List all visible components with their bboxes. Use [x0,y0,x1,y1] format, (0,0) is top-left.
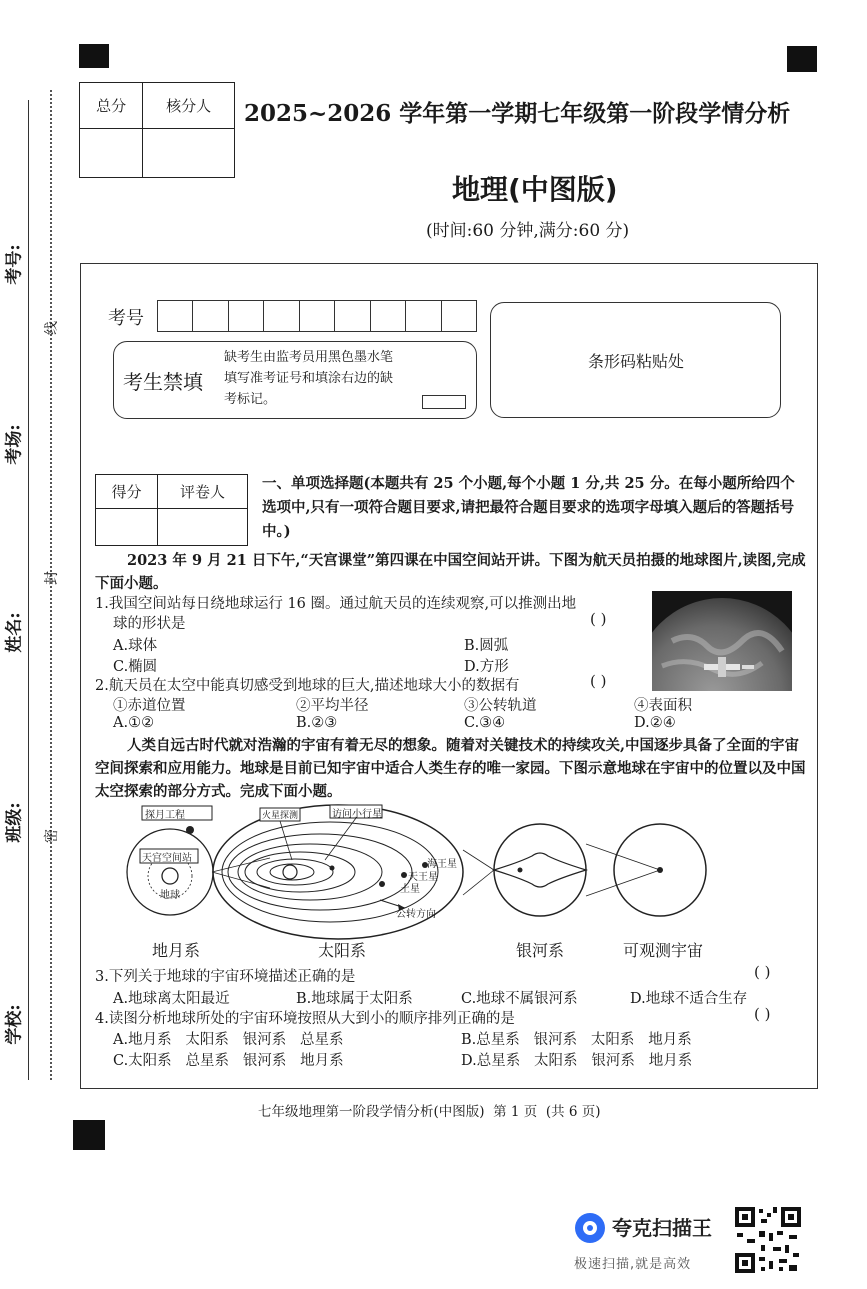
intro-2: 人类自远古时代就对浩瀚的宇宙有着无尽的想象。随着对关键技术的持续攻关,中国逐步具备了全面的宇宙空间探索和应用能力。地球是目前已知宇宙中适合人类生存的唯一家园。下图示意地球在宇宙中的位置以及中国太空探索的部分方式。完成下面小题。 [95,737,806,800]
q3-option-a: A.地球离太阳最近 [113,991,230,1007]
orbit-direction-label: 公转方向 [396,909,436,920]
galaxy-caption: 银河系 [516,941,565,960]
q1-stem-line1: 1.我国空间站每日绕地球运行 16 圈。通过航天员的连续观察,可以推测出地 [95,596,577,612]
exam-room-field-label: 考场: [4,424,25,465]
q4-answer-paren[interactable]: ( ) [754,1005,771,1023]
binding-dotted-line [50,90,52,1080]
q3-option-b: B.地球属于太阳系 [296,991,413,1007]
q3-answer-paren[interactable]: ( ) [754,963,771,981]
q4-option-c: C.太阳系 总星系 银河系 地月系 [113,1053,344,1069]
registration-mark-top-left [79,44,109,68]
score-cell[interactable] [96,509,158,546]
q3-option-c: C.地球不属银河系 [461,991,578,1007]
earth-from-space-image [652,591,792,691]
total-score-header: 总分 [80,83,143,129]
score-header: 得分 [96,475,158,509]
grading-table [95,474,248,546]
page-footer: 七年级地理第一阶段学情分析(中图版) 第 1 页 (共 6 页) [258,1104,601,1120]
earth-moon-caption: 地月系 [152,941,201,960]
q2-item-2: ②平均半径 [296,698,369,714]
intro-1: 2023 年 9 月 21 日下午,“天宫课堂”第四课在中国空间站开讲。下图为航天员拍摄的地球图片,读图,完成下面小题。 [95,552,806,592]
school-field-label: 学校: [4,1004,25,1045]
time-info: (时间:60 分钟,满分:60 分) [426,221,630,241]
q4-option-b: B.总星系 银河系 太阳系 地月系 [461,1032,692,1048]
neptune-label: 海王星 [427,859,457,870]
exam-title: 2025~2026 学年第一学期七年级第一阶段学情分析 [244,100,791,127]
saturn-label: 土星 [400,884,420,895]
q1-option-a: A.球体 [113,638,158,654]
milky-way-figure [463,824,586,916]
asteroid-label: 访问小行星 [332,809,382,820]
absence-mark-box[interactable] [422,395,466,409]
universe-caption: 可观测宇宙 [623,941,704,960]
forbidden-fill-label: 考生禁填 [123,370,203,394]
solar-system-caption: 太阳系 [318,941,367,960]
registration-mark-top-right [787,46,817,72]
q4-stem: 4.读图分析地球所处的宇宙环境按照从大到小的顺序排列正确的是 [95,1011,515,1027]
seal-line-text: 线 [44,321,60,335]
mars-label: 火星探测 [262,811,299,821]
name-field-label: 姓名: [4,612,25,653]
uranus-label: 天王星 [408,872,438,883]
exam-no-field-label: 考号: [4,244,25,285]
barcode-label: 条形码粘贴处 [588,352,685,371]
q4-option-a: A.地月系 太阳系 银河系 总星系 [113,1032,344,1048]
seal-secret-text: 密 [44,829,60,843]
q1-option-c: C.椭圆 [113,659,158,675]
q2-item-4: ④表面积 [634,698,692,714]
exam-no-label: 考号 [108,308,144,329]
q1-answer-paren[interactable]: ( ) [590,610,607,628]
checker-cell[interactable] [143,129,235,178]
observable-universe-figure [586,824,706,916]
chang-e-label: 探月工程 [145,810,185,821]
section-1-heading: 一、单项选择题(本题共有 25 个小题,每个小题 1 分,共 25 分。在每小题所给四个选项中,只有一项符合题目要求,请把最符合题目要求的选项字母填入题后的答题括号中。) [262,475,795,540]
subject-title: 地理(中图版) [452,173,618,206]
total-score-cell[interactable] [80,129,143,178]
q1-stem-line2: 球的形状是 [113,616,186,632]
q2-item-3: ③公转轨道 [464,698,537,714]
checker-header: 核分人 [143,83,235,129]
tiangong-label: 天宫空间站 [142,853,192,864]
scanner-logo-icon [575,1213,605,1243]
q1-option-b: B.圆弧 [464,638,509,654]
q2-answer-paren[interactable]: ( ) [590,672,607,690]
scanner-slogan: 极速扫描,就是高效 [574,1257,692,1272]
q2-option-a: A.①② [113,715,155,731]
earth-moon-system-figure [127,826,213,915]
earth-photo [652,591,792,691]
qr-code-icon [733,1205,803,1275]
q2-stem: 2.航天员在太空中能真切感受到地球的巨大,描述地球大小的数据有 [95,678,520,694]
q2-option-c: C.③④ [464,715,506,731]
q3-stem: 3.下列关于地球的宇宙环境描述正确的是 [95,969,356,985]
absence-instruction: 缺考生由监考员用黑色墨水笔填写准考证号和填涂右边的缺考标记。 [224,350,394,407]
total-score-table [79,82,235,178]
q3-option-d: D.地球不适合生存 [630,991,748,1007]
q2-option-d: D.②④ [634,715,676,731]
class-field-label: 班级: [4,802,25,843]
exam-no-boxes[interactable] [157,300,477,332]
scanner-app-name: 夸克扫描王 [612,1216,712,1240]
seal-seal-text: 封 [44,571,60,585]
q2-item-1: ①赤道位置 [113,698,186,714]
q1-option-d: D.方形 [464,659,509,675]
earth-label: 地球 [160,890,180,901]
q2-option-b: B.②③ [296,715,338,731]
q4-option-d: D.总星系 太阳系 银河系 地月系 [461,1053,693,1069]
registration-mark-bottom-left [73,1120,105,1150]
grader-cell[interactable] [157,509,247,546]
binding-solid-line [28,100,29,1080]
grader-header: 评卷人 [157,475,247,509]
